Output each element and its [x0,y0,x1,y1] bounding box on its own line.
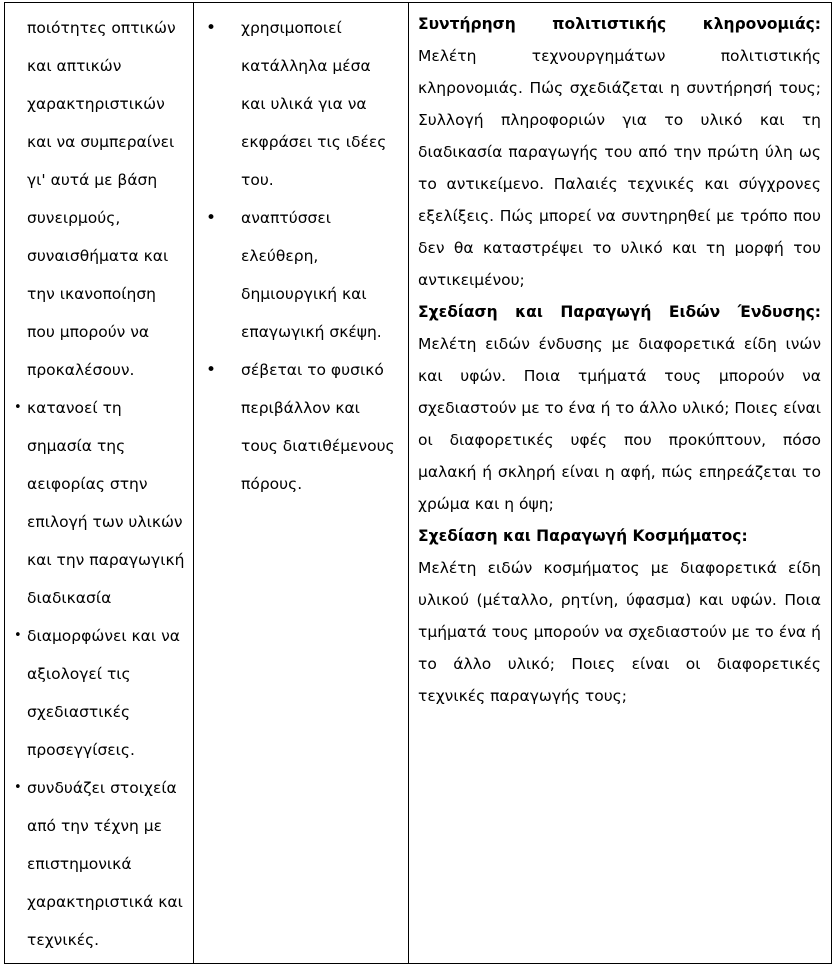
table-cell-thematic-units [409,3,832,964]
competency-bullet-list [13,389,187,959]
skills-bullet-list [204,9,400,503]
block-body-text: Μελέτη τεχνουργημάτων πολιτιστικής κληρονομιάς. Πώς σχεδιάζεται η συντήρησή τους; Συλλογή πληροφοριών για το υλικό και τη διαδικασία παραγωγής του από την πρώτη ύλη ως το αντικείμενο. Παλαιές τεχνικές και σύγχρονες εξελίξεις. Πώς μπορεί να συντηρηθεί με τρόπο που δεν θα καταστρέψει το υλικό και τη μορφή του αντικειμένου; [418,47,821,289]
thematic-block-cultural-heritage [418,8,821,296]
thematic-block-clothing-design [418,296,821,520]
block-body-text: Μελέτη ειδών ένδυσης με διαφορετικά είδη ινών και υφών. Ποια τμήματά τους μπορούν να σχεδιαστούν με το ένα ή το άλλο υλικό; Ποιες είναι οι διαφορετικές υφές που προκύπτουν, πόσο μαλακή ή σκληρή είναι η αφή, πώς επηρεάζεται το χρώμα και η όψη; [418,335,821,513]
list-item: • συνδυάζει στοιχεία από την τέχνη με επιστημονικά χαρακτηριστικά και τεχνικές. [13,769,187,959]
block-heading-label: Σχεδίαση και Παραγωγή Ειδών Ένδυσης: [418,303,821,321]
table-cell-competencies-continued [5,3,194,964]
list-item: • αναπτύσσει ελεύθερη, δημιουργική και επαγωγική σκέψη. [204,199,400,351]
cell-content-column-3 [409,3,831,716]
cell-content-column-2 [194,3,408,507]
list-item: • κατανοεί τη σημασία της αειφορίας στην επιλογή των υλικών και την παραγωγική διαδικασία [13,389,187,617]
content-table [4,2,832,964]
thematic-block-jewellery-body: Μελέτη ειδών κοσμήματος με διαφορετικά είδη υλικού (μέταλλο, ρητίνη, ύφασμα) και υφών. Ποια τμήματά τους μπορούν να σχεδιαστούν με το ένα ή το άλλο υλικό; Ποιες είναι οι διαφορετικές τεχνικές παραγωγής τους; [418,559,821,705]
table-cell-skills [194,3,409,964]
block-heading-label: Συντήρηση πολιτιστικής κληρονομιάς: [418,15,821,33]
list-item: • διαμορφώνει και να αξιολογεί τις σχεδιαστικές προσεγγίσεις. [13,617,187,769]
thematic-block-jewellery-heading: Σχεδίαση και Παραγωγή Κοσμήματος: [418,527,748,545]
list-item: • χρησιμοποιεί κατάλληλα μέσα και υλικά για να εκφράσει τις ιδέες του. [204,9,400,199]
cell-content-column-1 [5,3,193,963]
continued-paragraph: ποιότητες οπτικών και απτικών χαρακτηριστικών και να συμπεραίνει γι' αυτά με βάση συνειρμούς, συναισθήματα και την ικανοποίηση που μπορούν να προκαλέσουν. [27,19,176,379]
list-item: • σέβεται το φυσικό περιβάλλον και τους διατιθέμενους πόρους. [204,351,400,503]
table-row [5,3,832,964]
